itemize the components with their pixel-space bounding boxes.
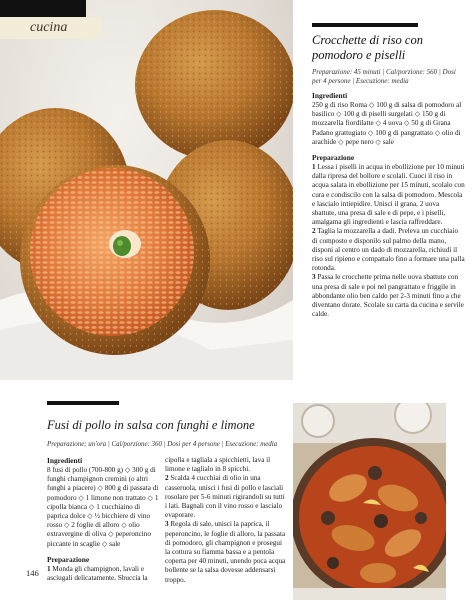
recipe1-step	[312, 163, 465, 227]
step-number: 2	[312, 227, 316, 236]
step-text: Passa le crocchette prima nelle uova sbattute con una presa di sale e poi nel pangrattato e friggile in abbondante olio ben caldo per 2-3 minuti fino a che diventano dorate. Scolale su carta da cucina e servile calde.	[312, 273, 464, 319]
section-tab	[0, 17, 101, 39]
croquettes-illustration	[0, 0, 293, 380]
page-number: 146	[26, 568, 39, 578]
title-rule	[47, 401, 119, 405]
recipe1-ingredients: 250 g di riso Roma ◇ 100 g di salsa di pomodoro al basilico ◇ 100 g di piselli surgelati ◇ 150 g di mozzarella fiordilatte ◇ 4 uova ◇ 50 g di Grana Padano grattugiato ◇ 100 g di pangrattato ◇ olio di arachide ◇ pepe nero ◇ sale	[312, 101, 462, 146]
step-text: Regola di sale, unisci la paprica, il peperoncino, le foglie di alloro, la passata di pomodoro, gli champignon e prosegui la cottura su fiamma bassa e a pentola coperta per 40 minuti, unendo poca acqua bollente se la salsa dovesse addensarsi troppo.	[165, 520, 286, 584]
recipe2-step	[165, 520, 287, 584]
croquette-back	[135, 10, 293, 160]
section-label: cucina	[30, 20, 68, 35]
recipe2-ingredients: 8 fusi di pollo (700-800 g) ◇ 300 g di funghi champignon cremini (o altri funghi a piacere) ◇ 800 g di passata di pomodoro ◇ 1 limone non trattato ◇ 1 cipolla bianca ◇ 1 cucchiaino di paprica dolce ◇ ½ bicchiere di vino rosso ◇ 2 foglie di alloro ◇ olio extravergine di oliva ◇ peperoncino piccante in scaglie ◇ sale	[47, 466, 159, 548]
recipe2-title: Fusi di pollo in salsa con funghi e limone	[47, 418, 255, 432]
chicken-photo	[293, 403, 446, 600]
recipe1-prep-heading: Preparazione	[312, 153, 355, 163]
recipe2-column-1	[47, 456, 159, 583]
recipe1-step	[312, 227, 465, 273]
pea	[113, 236, 131, 256]
step-number: 3	[312, 273, 316, 282]
step-number: 3	[165, 520, 169, 529]
recipe2-ingredients-heading: Ingredienti	[47, 456, 83, 465]
corner-bar	[0, 0, 86, 17]
recipe1-step	[312, 273, 465, 319]
recipe1-meta: Preparazione: 45 minuti | Cal/porzione: 560 | Dosi per 4 persone | Esecuzione: media	[312, 68, 456, 85]
recipe2-prep-heading: Preparazione	[47, 554, 90, 564]
croquette-cut	[20, 165, 210, 355]
recipe1-ingredients-heading: Ingredienti	[312, 91, 348, 100]
step-text: Scalda 4 cucchiai di olio in una casseruola, unisci i fusi di pollo e lasciali rosolare per 5-6 minuti rigirandoli su tutti i lati. Bagnali con il vino rosso e lascialo evaporare.	[165, 474, 285, 520]
step-text: Lessa i piselli in acqua in ebollizione per 10 minuti dalla ripresa del bollore e scolali. Cuoci il riso in acqua salata in ebollizione per 15 minuti, scolalo con cura e condiscilo con la salsa di pomodoro. Mescola e lascialo intiepidire. Unisci il grana, 2 uova sbattute, una presa di sale e di pepe, e i piselli, amalgama gli ingredienti e lascia raffreddare.	[312, 163, 465, 227]
recipe2-column-2	[165, 456, 287, 585]
step-text: Taglia la mozzarella a dadi. Preleva un cucchiaio di composto e disponilo sul palmo della mano, disponi al centro un dado di mozzarella, richiudi il riso sul ripieno e compattalo fino a formare una palla rotonda.	[312, 227, 465, 273]
recipe2-step	[165, 474, 287, 520]
recipe1-column	[312, 33, 465, 319]
chicken-pan-illustration	[293, 403, 446, 600]
recipe2-continued: cipolla e tagliala a spicchietti, lava il limone e taglialo in 8 spicchi.	[165, 456, 271, 474]
recipe2-meta: Preparazione: un'ora | Cal/porzione: 360 | Dosi per 4 persone | Esecuzione: media	[47, 441, 278, 448]
recipe2-step	[47, 565, 159, 583]
step-number: 2	[165, 474, 169, 483]
step-number: 1	[47, 564, 51, 573]
recipe1-title: Crocchette di riso con pomodoro e piselli	[312, 33, 423, 62]
title-rule	[312, 23, 418, 27]
step-number: 1	[312, 163, 316, 172]
croquettes-photo	[0, 0, 293, 380]
step-text: Monda gli champignon, lavali e asciugali delicatamente. Sbuccia la	[47, 564, 148, 583]
